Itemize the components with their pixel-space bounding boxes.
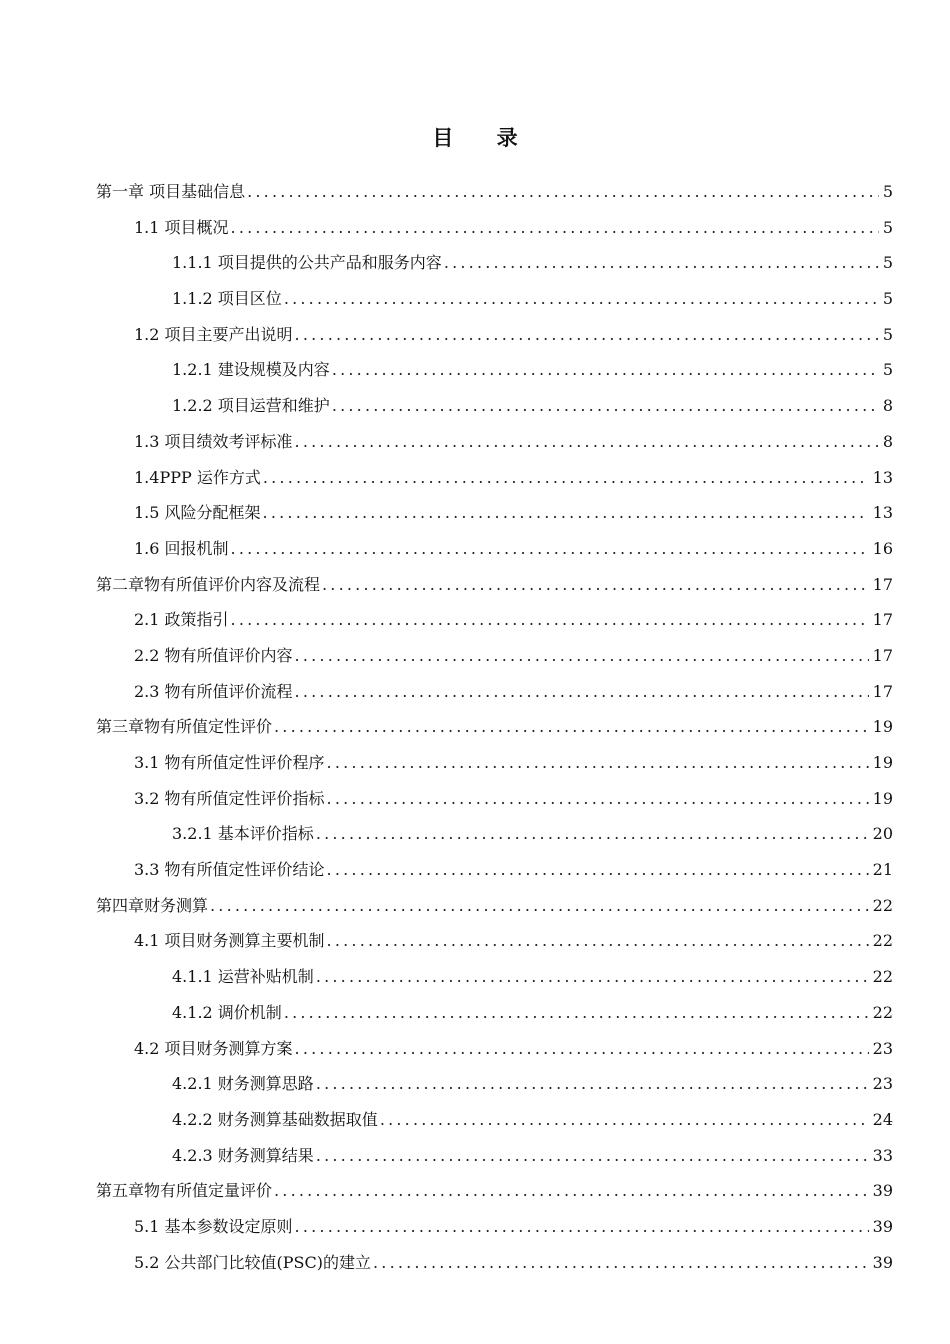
toc-entry-label: 4.1.1 运营补贴机制 [172,967,314,987]
toc-entry-page: 5 [882,182,893,201]
toc-entry[interactable] [96,888,893,924]
toc-dot-leader [316,1066,869,1102]
toc-entry-page: 39 [872,1252,893,1272]
toc-entry-page: 5 [882,217,893,237]
toc-entry-page: 17 [872,610,893,630]
toc-entry[interactable] [96,317,893,353]
toc-entry-page: 22 [872,895,893,915]
toc-entry[interactable] [96,1066,893,1102]
toc-entry-label: 第三章物有所值定性评价 [96,717,273,737]
toc-dot-leader [327,852,869,888]
toc-entry-label: 3.2.1 基本评价指标 [172,824,314,844]
toc-entry-label: 5.1 基本参数设定原则 [134,1216,293,1236]
toc-dot-leader [210,888,869,924]
toc-entry[interactable] [96,1245,893,1281]
toc-dot-leader [316,959,869,995]
toc-entry-label: 4.2.1 财务测算思路 [172,1074,314,1094]
toc-entry-label: 1.5 风险分配框架 [134,503,261,523]
toc-entry-page: 22 [872,931,893,951]
toc-entry[interactable] [96,995,893,1031]
toc-dot-leader [295,1209,869,1245]
toc-entry[interactable] [96,1138,893,1174]
toc-dot-leader [295,424,879,460]
toc-entry[interactable] [96,602,893,638]
toc-entry[interactable] [96,852,893,888]
toc-dot-leader [444,245,879,281]
toc-entry-page: 24 [872,1109,893,1129]
toc-entry-label: 3.2 物有所值定性评价指标 [134,788,325,808]
toc-dot-leader [327,781,869,817]
toc-entry-page: 23 [872,1038,893,1058]
toc-dot-leader [263,495,869,531]
toc-dot-leader [327,923,869,959]
toc-entry-page: 22 [872,967,893,987]
toc-entry[interactable] [96,1102,893,1138]
toc-entry[interactable] [96,1031,893,1067]
toc-entry-label: 1.2 项目主要产出说明 [134,324,293,344]
toc-entry-page: 23 [872,1074,893,1094]
toc-dot-leader [316,1138,869,1174]
toc-entry-page: 5 [882,289,893,309]
toc-entry-page: 39 [872,1216,893,1236]
toc-dot-leader [295,674,869,710]
toc-entry-label: 2.1 政策指引 [134,610,229,630]
toc-entry-label: 第四章财务测算 [96,895,209,915]
toc-entry[interactable] [96,281,893,317]
toc-dot-leader [263,460,869,496]
toc-entry-label: 4.1 项目财务测算主要机制 [134,931,325,951]
toc-dot-leader [295,317,879,353]
toc-entry[interactable] [96,709,893,745]
toc-dot-leader [231,210,879,246]
toc-entry-page: 17 [872,574,893,594]
toc-entry[interactable] [96,781,893,817]
toc-entry[interactable] [96,745,893,781]
toc-entry[interactable] [96,567,893,603]
toc-dot-leader [274,709,869,745]
toc-entry-label: 第二章物有所值评价内容及流程 [96,574,321,594]
toc-list [96,174,893,1280]
toc-entry-page: 19 [872,717,893,737]
toc-entry[interactable] [96,923,893,959]
toc-title: 目 录 [432,125,536,150]
toc-entry-page: 19 [872,788,893,808]
toc-entry-label: 1.2.1 建设规模及内容 [172,360,330,380]
toc-entry-label: 第一章 项目基础信息 [96,182,246,201]
toc-entry[interactable] [96,531,893,567]
toc-entry-page: 19 [872,753,893,772]
toc-entry-label: 4.2 项目财务测算方案 [134,1038,293,1058]
toc-dot-leader [284,995,869,1031]
toc-entry[interactable] [96,460,893,496]
toc-dot-leader [373,1245,869,1281]
toc-entry-label: 1.4PPP 运作方式 [134,467,261,487]
toc-dot-leader [284,281,879,317]
toc-entry[interactable] [96,1209,893,1245]
toc-entry-label: 1.2.2 项目运营和维护 [172,396,330,416]
toc-entry-page: 5 [882,253,893,273]
toc-entry-label: 5.2 公共部门比较值(PSC)的建立 [134,1252,371,1272]
toc-entry-label: 1.6 回报机制 [134,538,229,558]
toc-dot-leader [295,1031,869,1067]
toc-entry-page: 8 [882,431,893,451]
toc-entry-page: 13 [872,467,893,487]
toc-dot-leader [327,745,869,781]
toc-entry[interactable] [96,674,893,710]
toc-entry[interactable] [96,424,893,460]
toc-entry-page: 20 [872,824,893,844]
toc-dot-leader [231,602,869,638]
toc-entry-label: 3.3 物有所值定性评价结论 [134,860,325,880]
toc-entry-page: 8 [882,396,893,416]
toc-entry-page: 22 [872,1002,893,1022]
toc-entry[interactable] [96,352,893,388]
toc-dot-leader [274,1173,869,1209]
toc-entry-label: 1.3 项目绩效考评标准 [134,431,293,451]
toc-entry-label: 第五章物有所值定量评价 [96,1181,273,1201]
toc-dot-leader [322,567,869,603]
toc-entry-label: 1.1.1 项目提供的公共产品和服务内容 [172,253,442,273]
toc-dot-leader [332,388,879,424]
toc-entry-page: 5 [882,324,893,344]
toc-entry-page: 16 [872,538,893,558]
toc-entry[interactable] [96,245,893,281]
toc-entry-label: 4.1.2 调价机制 [172,1002,282,1022]
toc-entry-label: 2.2 物有所值评价内容 [134,645,293,665]
toc-dot-leader [380,1102,869,1138]
toc-entry-label: 1.1 项目概况 [134,217,229,237]
toc-entry-page: 33 [872,1145,893,1165]
toc-entry-label: 4.2.3 财务测算结果 [172,1145,314,1165]
toc-entry-page: 17 [872,645,893,665]
toc-dot-leader [231,531,869,567]
toc-entry[interactable] [96,816,893,852]
toc-entry-label: 4.2.2 财务测算基础数据取值 [172,1109,378,1129]
toc-entry-page: 13 [872,503,893,523]
toc-entry[interactable] [96,174,893,210]
toc-dot-leader [247,174,879,210]
toc-entry-label: 1.1.2 项目区位 [172,289,282,309]
toc-entry-page: 21 [872,860,893,880]
toc-entry[interactable] [96,495,893,531]
toc-entry[interactable] [96,210,893,246]
toc-entry-label: 3.1 物有所值定性评价程序 [134,753,325,772]
toc-entry-page: 5 [882,360,893,380]
toc-entry-page: 39 [872,1181,893,1201]
toc-dot-leader [332,352,879,388]
toc-dot-leader [316,816,869,852]
toc-entry[interactable] [96,959,893,995]
toc-entry[interactable] [96,388,893,424]
toc-entry[interactable] [96,1173,893,1209]
toc-dot-leader [295,638,869,674]
toc-entry-label: 2.3 物有所值评价流程 [134,681,293,701]
toc-entry-page: 17 [872,681,893,701]
toc-entry[interactable] [96,638,893,674]
